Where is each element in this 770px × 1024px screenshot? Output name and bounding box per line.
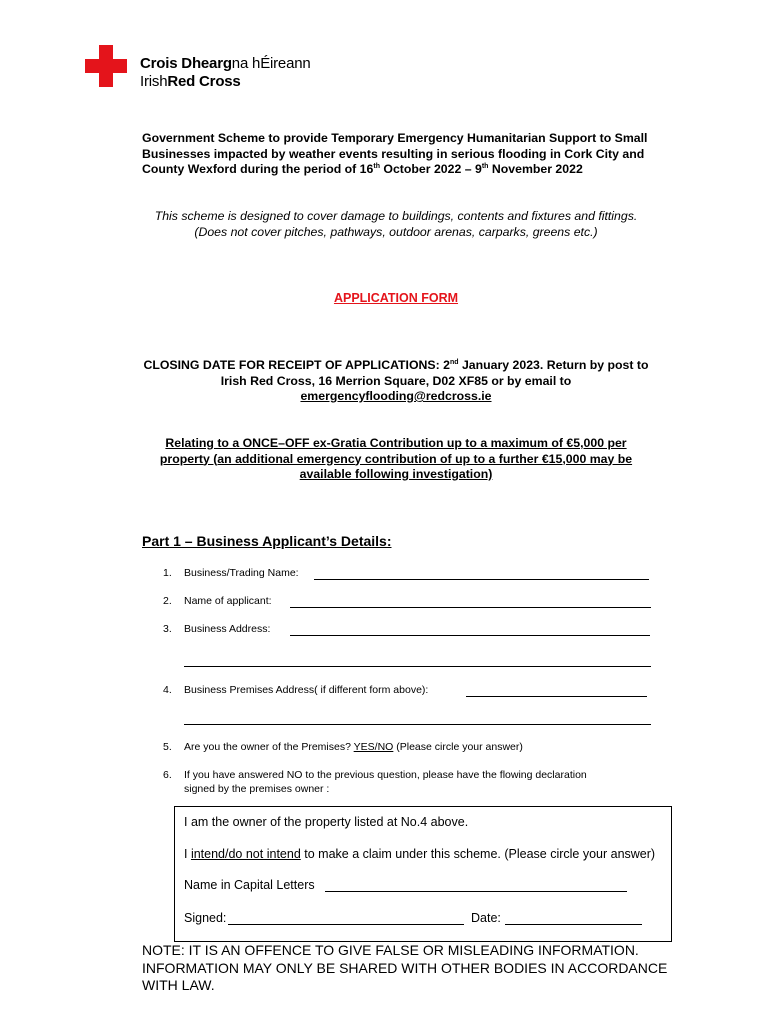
q4-answer-line-2[interactable] — [184, 724, 651, 725]
q3-number: 3. — [163, 623, 172, 635]
email-link[interactable]: emergencyflooding@redcross.ie — [300, 389, 492, 403]
intend-statement: I intend/do not intend to make a claim under this scheme. (Please circle your answer) — [184, 847, 656, 861]
form-title: APPLICATION FORM — [333, 291, 459, 305]
signature-line[interactable] — [228, 924, 464, 925]
q2-number: 2. — [163, 595, 172, 607]
q1-number: 1. — [163, 567, 172, 579]
logo-english-name: IrishRed Cross — [140, 73, 241, 90]
q3-label: Business Address: — [184, 623, 271, 635]
legal-note: NOTE: IT IS AN OFFENCE TO GIVE FALSE OR MISLEADING INFORMATION. INFORMATION MAY ONLY BE SHARED WITH OTHER BODIES IN ACCORDANCE WITH LAW. — [142, 942, 668, 993]
contribution-notice: Relating to a ONCE–OFF ex-Gratia Contribution up to a maximum of €5,000 per property (an additional emergency contribution of up to a further €15,000 may be available following investigation) — [159, 436, 633, 481]
owner-statement: I am the owner of the property listed at No.4 above. — [184, 815, 469, 829]
q5-yes-no-choice[interactable]: YES/NO — [353, 741, 394, 753]
q3-answer-line[interactable] — [290, 635, 650, 636]
q4-number: 4. — [163, 684, 172, 696]
intend-choice[interactable]: intend/do not intend — [190, 847, 301, 861]
scope-note: This scheme is designed to cover damage to buildings, contents and fixtures and fittings. (Does not cover pitches, pathways, outdoor arenas, carparks, greens etc.) — [154, 209, 638, 239]
q4-answer-line[interactable] — [466, 696, 647, 697]
date-label: Date: — [471, 911, 501, 925]
q6-line2: signed by the premises owner : — [184, 783, 330, 795]
closing-date-notice: CLOSING DATE FOR RECEIPT OF APPLICATIONS: 2nd January 2023. Return by post to Irish Red Cross, 16 Merrion Square, D02 XF85 or by email to emergencyflooding@redcross.ie — [143, 358, 649, 403]
q2-answer-line[interactable] — [290, 607, 651, 608]
q3-answer-line-2[interactable] — [184, 666, 651, 667]
q4-label: Business Premises Address( if different form above): — [184, 684, 429, 696]
q2-label: Name of applicant: — [184, 595, 272, 607]
red-cross-logo-icon — [85, 45, 127, 87]
signed-label: Signed: — [184, 911, 227, 925]
q1-answer-line[interactable] — [314, 579, 649, 580]
q5-number: 5. — [163, 741, 172, 753]
q5-question: Are you the owner of the Premises? YES/NO (Please circle your answer) — [184, 741, 523, 753]
name-capitals-label: Name in Capital Letters — [184, 878, 315, 892]
q1-label: Business/Trading Name: — [184, 567, 299, 579]
q6-line1: If you have answered NO to the previous question, please have the flowing declaration — [184, 769, 587, 781]
logo-irish-name: Crois Dheargna hÉireann — [140, 55, 311, 72]
scheme-heading: Government Scheme to provide Temporary Emergency Humanitarian Support to Small Businesses impacted by weather events resulting in serious flooding in Cork City and County Wexford during the period of 16th October 2022 – 9th November 2022 — [142, 131, 648, 176]
part1-title: Part 1 – Business Applicant’s Details: — [142, 533, 392, 549]
date-line[interactable] — [505, 924, 642, 925]
q6-number: 6. — [163, 769, 172, 781]
name-capitals-line[interactable] — [325, 891, 627, 892]
